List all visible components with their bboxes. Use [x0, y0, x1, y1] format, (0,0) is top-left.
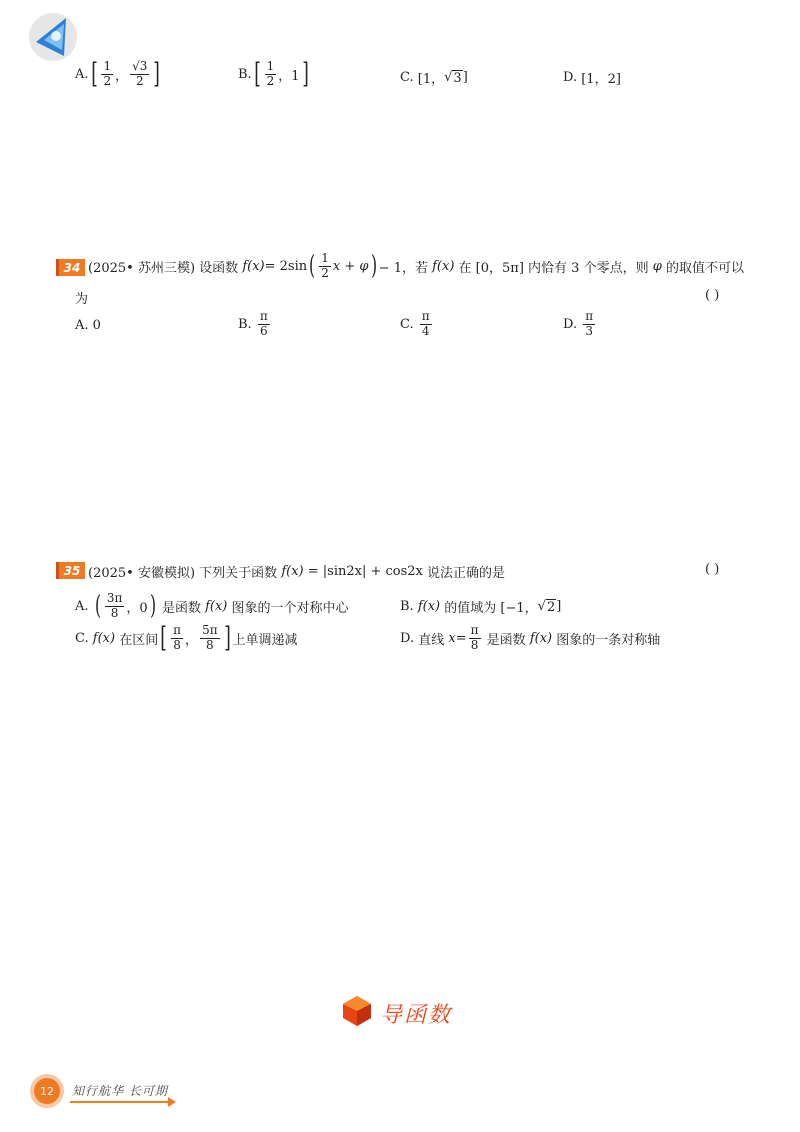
q34-option-b[interactable]	[238, 310, 272, 339]
option-label: C.	[75, 630, 89, 646]
q34-option-a[interactable]: A. 0	[75, 318, 101, 333]
q35-option-a[interactable]: A. ( $\frac{3\pi}{8}$ ，0 ) 是函数 f(x) 图象的一个对称中心	[75, 591, 349, 622]
fraction: $\frac{\pi}{4}$	[421, 309, 430, 338]
cube-logo-icon	[340, 994, 374, 1032]
fraction: $\frac{3\pi}{8}$	[106, 591, 123, 620]
q34-stem: (2025• 苏州三模) 设函数 f(x) = 2sin ( $\frac{1}{2}$ x + φ ) − 1，若 f(x) 在 [0，5π] 内恰有 3 个零点，则 φ 的取值不可以	[88, 251, 744, 282]
footer-slogan: 知行航华 长可期	[72, 1084, 168, 1098]
fraction: $\frac{1}{2}$	[103, 59, 112, 88]
option-label: A.	[75, 66, 89, 82]
fraction: $\frac{5\pi}{8}$	[202, 623, 218, 652]
fraction: $\frac{\pi}{8}$	[470, 623, 479, 652]
answer-blank[interactable]: ( )	[705, 562, 720, 577]
fraction: $\frac{1}{2}$	[266, 59, 275, 88]
footer-brand	[340, 994, 452, 1032]
option-label: C.	[400, 316, 414, 332]
fraction: $\frac{\pi}{8}$	[173, 623, 182, 652]
q33-option-c[interactable]: C. [1， √ 3 ]	[400, 70, 468, 87]
q34-option-c[interactable]	[400, 310, 434, 339]
arrow-icon	[168, 1097, 176, 1107]
option-label: B.	[238, 316, 252, 332]
triangle-logo-icon	[26, 12, 80, 62]
question-number-badge: 34	[56, 259, 85, 276]
fraction: $\frac{\pi}{6}$	[259, 309, 268, 338]
fraction: $\frac{\pi}{3}$	[585, 309, 594, 338]
page-number: 12	[34, 1078, 60, 1104]
option-label: D.	[563, 316, 578, 332]
q35-stem: (2025• 安徽模拟) 下列关于函数 f(x) = |sin2x| + cos2x 说法正确的是	[88, 564, 506, 581]
fraction: $\frac{1}{2}$	[321, 251, 329, 280]
option-label: C.	[400, 70, 414, 85]
q35-option-c[interactable]: C. f(x) 在区间 [ $\frac{\pi}{8}$ ， $\frac{5\pi}{8}$ ] 上单调递减	[75, 621, 298, 655]
page-number-circle	[30, 1074, 64, 1108]
q33-option-a[interactable]: A. [ $\frac{1}{2}$ ， $\frac{√3}{2}$ ]	[75, 57, 161, 91]
option-label: B.	[238, 66, 252, 82]
q35-option-b[interactable]: B. f(x) 的值域为 [−1， √ 2 ]	[400, 599, 562, 616]
option-label: D.	[563, 70, 578, 85]
answer-blank[interactable]: ( )	[705, 288, 720, 303]
fraction: $\frac{√3}{2}$	[132, 59, 148, 88]
brand-name: 导函数	[380, 1002, 453, 1028]
question-number-badge: 35	[56, 562, 85, 579]
slogan-underline	[70, 1101, 170, 1103]
q33-option-b[interactable]: B. [ $\frac{1}{2}$ ，1 ]	[238, 57, 309, 91]
option-label: D.	[400, 630, 415, 646]
q34-option-d[interactable]	[563, 310, 597, 339]
q34-stem-line2: 为	[75, 292, 89, 307]
q33-option-d[interactable]: D. [1，2]	[563, 70, 621, 87]
q35-option-d[interactable]: D. 直线 x = $\frac{\pi}{8}$ 是函数 f(x) 图象的一条对称轴	[400, 623, 661, 652]
option-label: A.	[75, 318, 89, 333]
option-label: A.	[75, 598, 89, 614]
option-label: B.	[400, 599, 414, 614]
